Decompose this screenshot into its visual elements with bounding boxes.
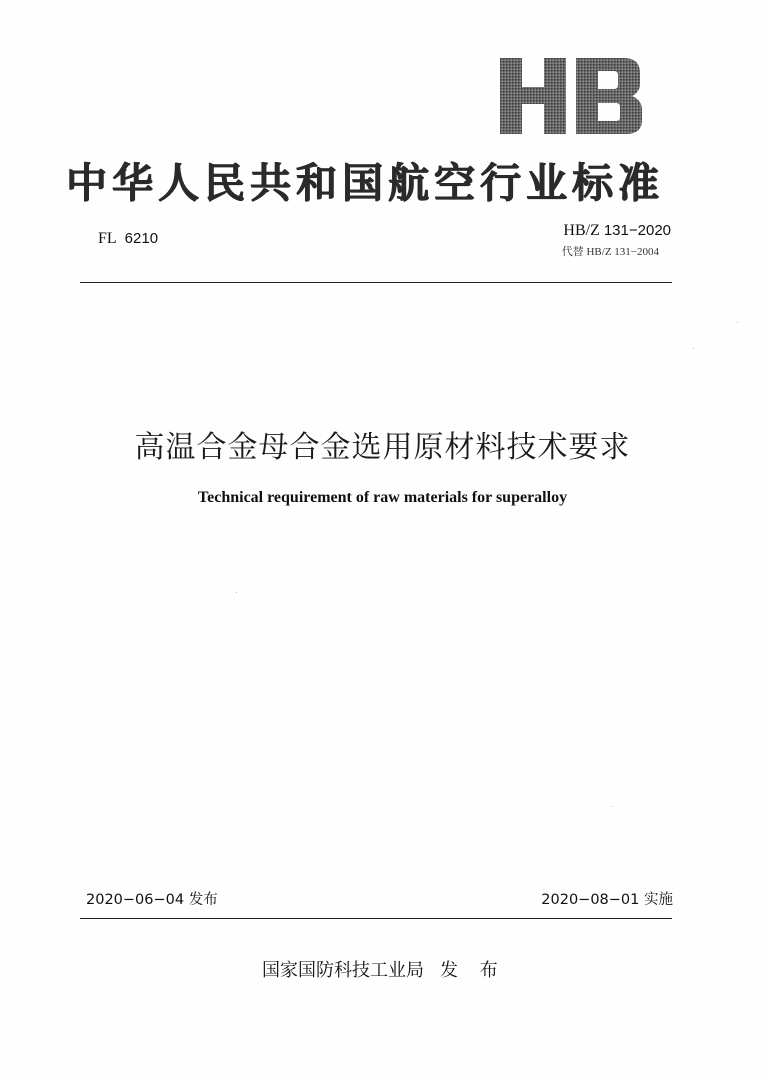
implementation-date: 2020−08−01 实施 [541,892,673,908]
standard-series-title: 中华人民共和国航空行业标准 [66,159,664,207]
issuer-name: 国家国防科技工业局 [262,960,424,981]
document-title-chinese: 高温合金母合金选用原材料技术要求 [134,430,631,465]
scan-speck [236,592,237,593]
scan-speck [693,348,694,349]
top-divider [80,282,672,283]
classification-label: FL [98,230,117,247]
classification-code [98,230,158,248]
standard-number [563,222,671,240]
scan-speck [611,806,612,807]
bottom-divider [80,918,672,919]
standard-number-value: 131−2020 [603,222,671,239]
scan-speck [737,322,738,323]
issuer-action: 发 布 [440,960,506,981]
classification-value: 6210 [124,230,159,247]
document-title-english: Technical requirement of raw materials for superalloy [197,489,568,506]
replaces-standard: 代替 HB/Z 131−2004 [561,246,659,258]
hb-logo [500,58,642,134]
publish-date: 2020−06−04 发布 [86,892,218,908]
issuing-authority [262,956,506,982]
standard-number-prefix: HB/Z [563,222,600,239]
